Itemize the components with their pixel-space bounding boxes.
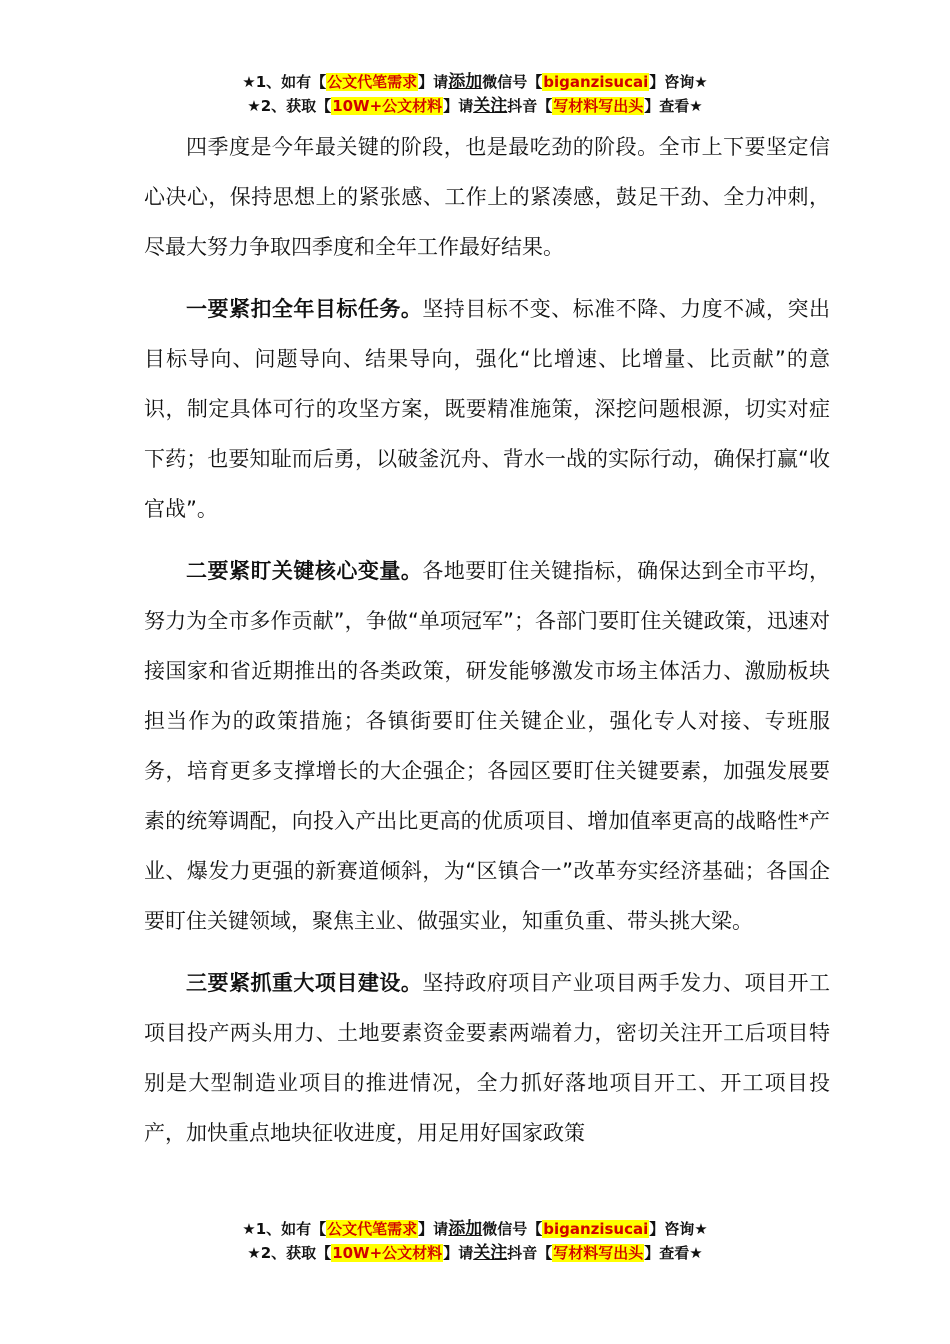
notice-text: 】查看★	[644, 97, 703, 115]
highlight-wechat-id: biganzisucai	[543, 1220, 649, 1238]
paragraph-text: 坚持目标不变、标准不降、力度不减，突出目标导向、问题导向、结果导向，强化“比增速、比增量、比贡献”的意识，制定具体可行的攻坚方案，既要精准施策，深挖问题根源，切实对症下药；也要知耻而后勇，以破釜沉舟、背水一战的实际行动，确保打赢“收官战”。	[144, 297, 831, 521]
highlight-materials: 10W+公文材料	[332, 97, 443, 115]
notice-text: ★2、获取【	[247, 97, 332, 115]
highlight-service: 公文代笔需求	[327, 1220, 418, 1238]
emphasis-add: 添加	[448, 72, 483, 92]
notice-line-1	[0, 1217, 950, 1241]
paragraph-intro	[144, 122, 830, 272]
emphasis-follow: 关注	[473, 96, 508, 116]
highlight-service: 公文代笔需求	[327, 73, 418, 91]
paragraph-heading: 二要紧盯关键核心变量。	[186, 559, 423, 583]
paragraph-1	[144, 284, 830, 534]
highlight-materials: 10W+公文材料	[332, 1244, 443, 1262]
notice-text: ★2、获取【	[247, 1244, 332, 1262]
notice-text: 抖音【	[507, 97, 553, 115]
notice-text: 】查看★	[644, 1244, 703, 1262]
paragraph-2	[144, 546, 830, 946]
emphasis-add: 添加	[448, 1219, 483, 1239]
paragraph-heading: 三要紧抓重大项目建设。	[186, 971, 423, 995]
paragraph-text: 坚持政府项目产业项目两手发力、项目开工项目投产两头用力、土地要素资金要素两端着力，密切关注开工后项目特别是大型制造业项目的推进情况，全力抓好落地项目开工、开工项目投产，加快重点地块征收进度，用足用好国家政策	[144, 971, 831, 1145]
paragraph-text: 各地要盯住关键指标，确保达到全市平均，努力为全市多作贡献”，争做“单项冠军”；各部门要盯住关键政策，迅速对接国家和省近期推出的各类政策，研发能够激发市场主体活力、激励板块担当作为的政策措施；各镇街要盯住关键企业，强化专人对接、专班服务，培育更多支撑增长的大企强企；各园区要盯住关键要素，加强发展要素的统筹调配，向投入产出比更高的优质项目、增加值率更高的战略性*产业、爆发力更强的新赛道倾斜，为“区镇合一”改革夯实经济基础；各国企要盯住关键领域，聚焦主业、做强实业，知重负重、带头挑大梁。	[144, 559, 831, 933]
header-notice	[0, 70, 950, 118]
emphasis-follow: 关注	[473, 1243, 508, 1263]
highlight-douyin-id: 写材料写出头	[553, 97, 644, 115]
notice-text: 微信号【	[482, 73, 543, 91]
paragraph-heading: 一要紧扣全年目标任务。	[186, 297, 423, 321]
notice-text: 】咨询★	[649, 1220, 708, 1238]
notice-text: 】请	[443, 97, 474, 115]
notice-text: ★1、如有【	[242, 1220, 327, 1238]
notice-text: 微信号【	[482, 1220, 543, 1238]
notice-line-2	[0, 94, 950, 118]
notice-line-1	[0, 70, 950, 94]
document-body	[144, 122, 830, 1158]
notice-line-2	[0, 1241, 950, 1265]
highlight-douyin-id: 写材料写出头	[553, 1244, 644, 1262]
footer-notice	[0, 1217, 950, 1265]
paragraph-3	[144, 958, 830, 1158]
notice-text: ★1、如有【	[242, 73, 327, 91]
notice-text: 】请	[418, 73, 449, 91]
notice-text: 】请	[418, 1220, 449, 1238]
notice-text: 】请	[443, 1244, 474, 1262]
paragraph-text: 四季度是今年最关键的阶段，也是最吃劲的阶段。全市上下要坚定信心决心，保持思想上的紧张感、工作上的紧凑感，鼓足干劲、全力冲刺，尽最大努力争取四季度和全年工作最好结果。	[144, 135, 830, 259]
highlight-wechat-id: biganzisucai	[543, 73, 649, 91]
notice-text: 】咨询★	[649, 73, 708, 91]
notice-text: 抖音【	[507, 1244, 553, 1262]
